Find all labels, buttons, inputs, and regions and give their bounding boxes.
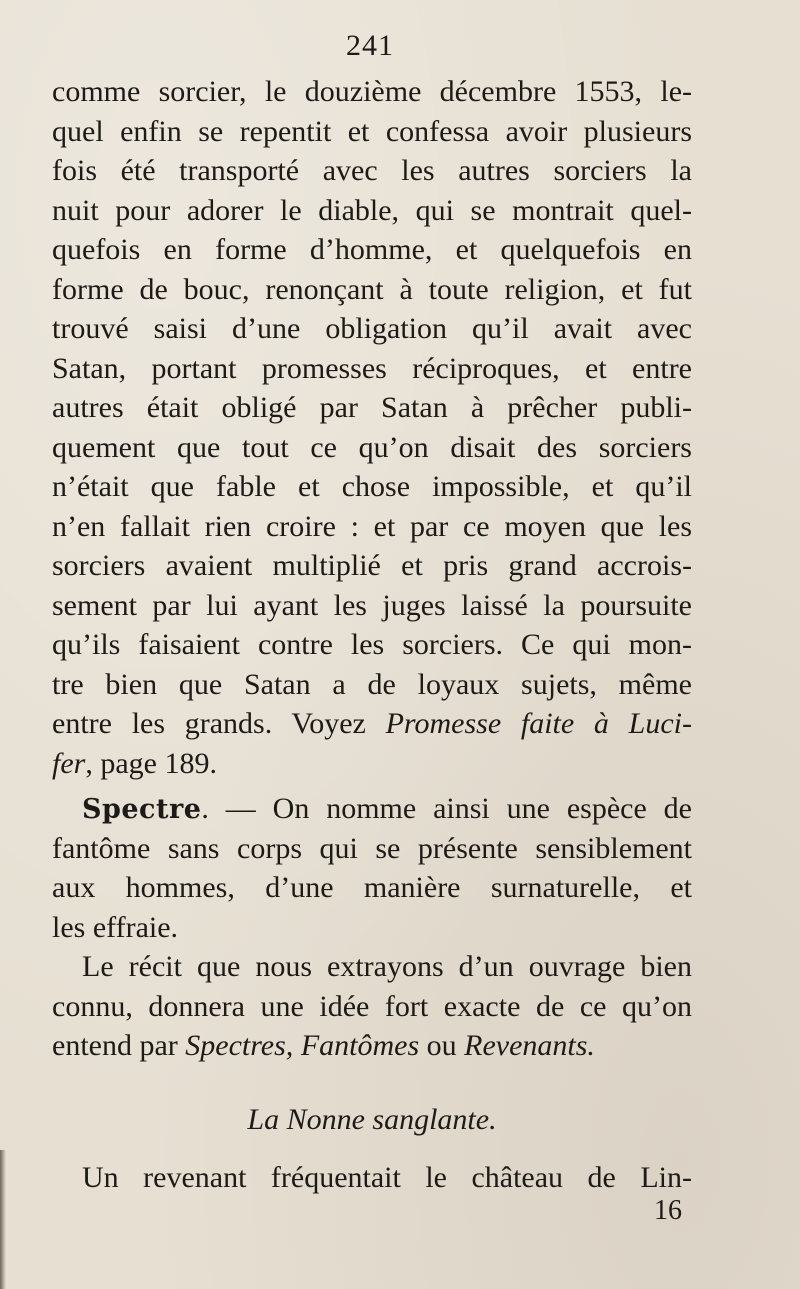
page-edge-shadow bbox=[0, 1150, 6, 1289]
text-line-reference-end bbox=[52, 744, 692, 784]
text-line: quefois en forme d’homme, et quelquefois en bbox=[52, 233, 692, 266]
term-fantomes: Fantômes bbox=[300, 1029, 420, 1062]
text-line: sorciers avaient multiplié et pris grand accrois- bbox=[52, 549, 692, 582]
text-line: quement que tout ce qu’on disait des sorciers bbox=[52, 430, 692, 464]
text-segment: entre les grands. Voyez bbox=[52, 707, 366, 740]
paragraph-sorcier bbox=[52, 72, 692, 783]
text-line: n’en fallait rien croire : et par ce moyen que les bbox=[52, 509, 692, 543]
text-line-reference bbox=[52, 704, 692, 744]
text-line: sement par lui ayant les juges laissé la poursuite bbox=[52, 588, 692, 622]
entry-term: Spectre bbox=[82, 794, 202, 825]
text-line: nuit pour adorer le diable, qui se montrait quel- bbox=[52, 193, 692, 227]
text-line: comme sorcier, le douzième décembre 1553, le- bbox=[52, 75, 692, 108]
text-line: connu, donnera une idée fort exacte de ce qu’on bbox=[52, 989, 692, 1023]
text-line: qu’ils faisaient contre les sorciers. Ce qui mon- bbox=[52, 628, 692, 661]
text-line: autres était obligé par Satan à prêcher publi- bbox=[52, 391, 692, 424]
text-line: fois été transporté avec les autres sorciers la bbox=[52, 154, 692, 187]
entry-definition-start: . — On nomme ainsi une espèce de bbox=[201, 792, 692, 825]
text-line: les effraie. bbox=[52, 910, 179, 944]
page-number: 241 bbox=[346, 29, 394, 62]
text-line: Satan, portant promesses réciproques, et entre bbox=[52, 351, 692, 385]
reference-page: , page 189. bbox=[85, 746, 217, 780]
entry-first-line bbox=[52, 789, 692, 829]
signature-mark: 16 bbox=[654, 1194, 682, 1226]
text-segment: entend par bbox=[52, 1029, 186, 1062]
term-spectres: Spectres, bbox=[185, 1029, 294, 1062]
text-line: forme de bouc, renonçant à toute religion, et fut bbox=[52, 272, 692, 306]
term-revenants: Revenants. bbox=[464, 1029, 595, 1062]
section-title: La Nonne sanglante. bbox=[247, 1102, 497, 1136]
text-line bbox=[52, 1026, 692, 1066]
text-line: Un revenant fréquentait le château de Lin- bbox=[82, 1161, 692, 1194]
text-line: quel enfin se repentit et confessa avoir plusieurs bbox=[52, 114, 692, 148]
text-line: tre bien que Satan a de loyaux sujets, même bbox=[52, 667, 692, 701]
text-line: Le récit que nous extrayons d’un ouvrage bien bbox=[82, 950, 692, 983]
text-line: n’était que fable et chose impossible, et qu’il bbox=[52, 470, 692, 503]
paragraph-recit bbox=[52, 947, 692, 1066]
text-line: aux hommes, d’une manière surnaturelle, et bbox=[52, 871, 692, 904]
text-line: fantôme sans corps qui se présente sensiblement bbox=[52, 831, 692, 865]
reference-title-end: fer bbox=[52, 746, 86, 780]
entry-spectre bbox=[52, 789, 692, 947]
reference-title: Promesse faite à Luci- bbox=[385, 707, 692, 740]
text-line: trouvé saisi d’une obligation qu’il avait avec bbox=[52, 312, 692, 345]
text-segment: ou bbox=[419, 1029, 465, 1062]
